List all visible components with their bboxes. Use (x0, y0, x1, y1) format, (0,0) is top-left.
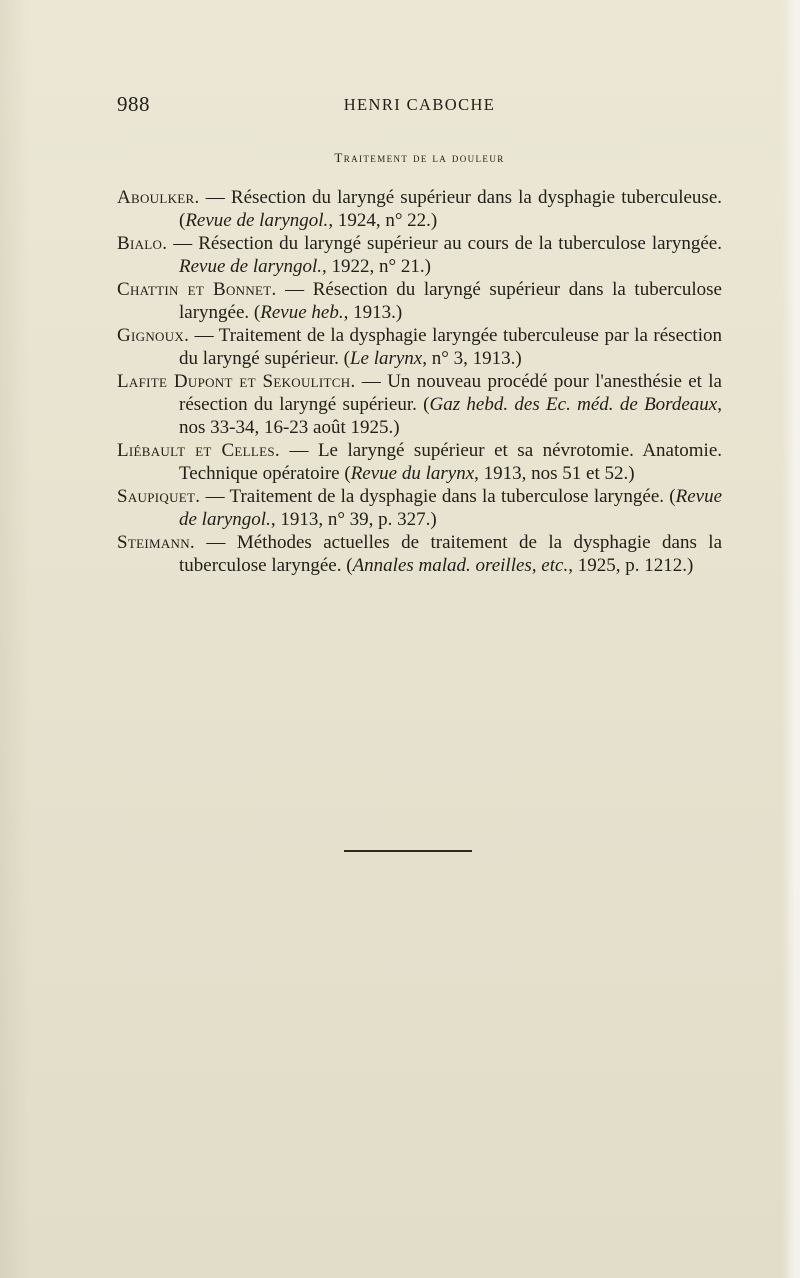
section-title: Traitement de la douleur (334, 150, 505, 165)
running-title: HENRI CABOCHE (343, 95, 496, 114)
bibliography-entry (117, 232, 722, 278)
entry-author: Gignoux. (117, 325, 190, 346)
bibliography-list (117, 186, 722, 577)
page-edge (782, 0, 800, 1278)
bibliography-entry (117, 370, 722, 439)
entry-details: , 1924, n° 22.) (328, 210, 438, 231)
running-head (117, 92, 722, 120)
entry-title: — Un nouveau procédé pour l'anesthésie et la résection du laryngé supérieur. ( (179, 371, 722, 415)
entry-details: , 1925, p. 1212.) (568, 555, 694, 576)
bibliography-entry (117, 439, 722, 485)
bibliography-entry (117, 324, 722, 370)
entry-author: Lafite Dupont et Sekoulitch. (117, 371, 356, 392)
entry-details: , 1913.) (343, 302, 403, 323)
entry-title: — Méthodes actuelles de traitement de la dysphagie dans la tuberculose laryngée. ( (179, 532, 723, 576)
entry-author: Bialo. (117, 233, 168, 254)
entry-details: , n° 3, 1913.) (422, 348, 522, 369)
entry-title: — Traitement de la dysphagie laryngée tuberculeuse par la résection du laryngé supérieur. ( (179, 325, 722, 369)
entry-details: , 1913, n° 39, p. 327.) (270, 509, 437, 530)
bibliography-entry (117, 531, 722, 577)
entry-title: — Le laryngé supérieur et sa névrotomie. Anatomie. Technique opératoire ( (179, 440, 722, 484)
entry-title: — Résection du laryngé supérieur dans la dysphagie tuberculeuse. ( (179, 187, 722, 231)
page-number: 988 (117, 92, 150, 116)
section-end-rule (344, 850, 472, 852)
entry-journal: Revue heb. (260, 302, 344, 323)
entry-journal: Annales malad. oreilles, etc. (352, 555, 569, 576)
entry-author: Steimann. (117, 532, 195, 553)
entry-author: Aboulker. (117, 187, 200, 208)
entry-author: Liébault et Celles. (117, 440, 280, 461)
entry-journal: Revue de laryngol. (179, 256, 322, 277)
entry-details: , nos 33-34, 16-23 août 1925.) (179, 394, 722, 438)
bibliography-entry (117, 186, 722, 232)
entry-journal: Revue du larynx (350, 463, 475, 484)
entry-author: Saupiquet. (117, 486, 201, 507)
entry-journal: Revue de laryngol. (179, 486, 722, 530)
entry-title: — Traitement de la dysphagie dans la tuberculose laryngée. ( (205, 486, 676, 507)
entry-title: — Résection du laryngé supérieur dans la tuberculose laryngée. ( (179, 279, 722, 323)
entry-journal: Le larynx (349, 348, 423, 369)
entry-journal: Revue de laryngol. (185, 210, 329, 231)
entry-author: Chattin et Bonnet. (117, 279, 277, 300)
entry-title: — Résection du laryngé supérieur au cours de la tuberculose laryngée. (173, 233, 722, 254)
entry-details: , 1922, n° 21.) (321, 256, 431, 277)
entry-journal: Gaz hebd. des Ec. méd. de Bordeaux (429, 394, 718, 415)
entry-details: , 1913, nos 51 et 52.) (474, 463, 635, 484)
bibliography-entry (117, 278, 722, 324)
bibliography-entry (117, 485, 722, 531)
